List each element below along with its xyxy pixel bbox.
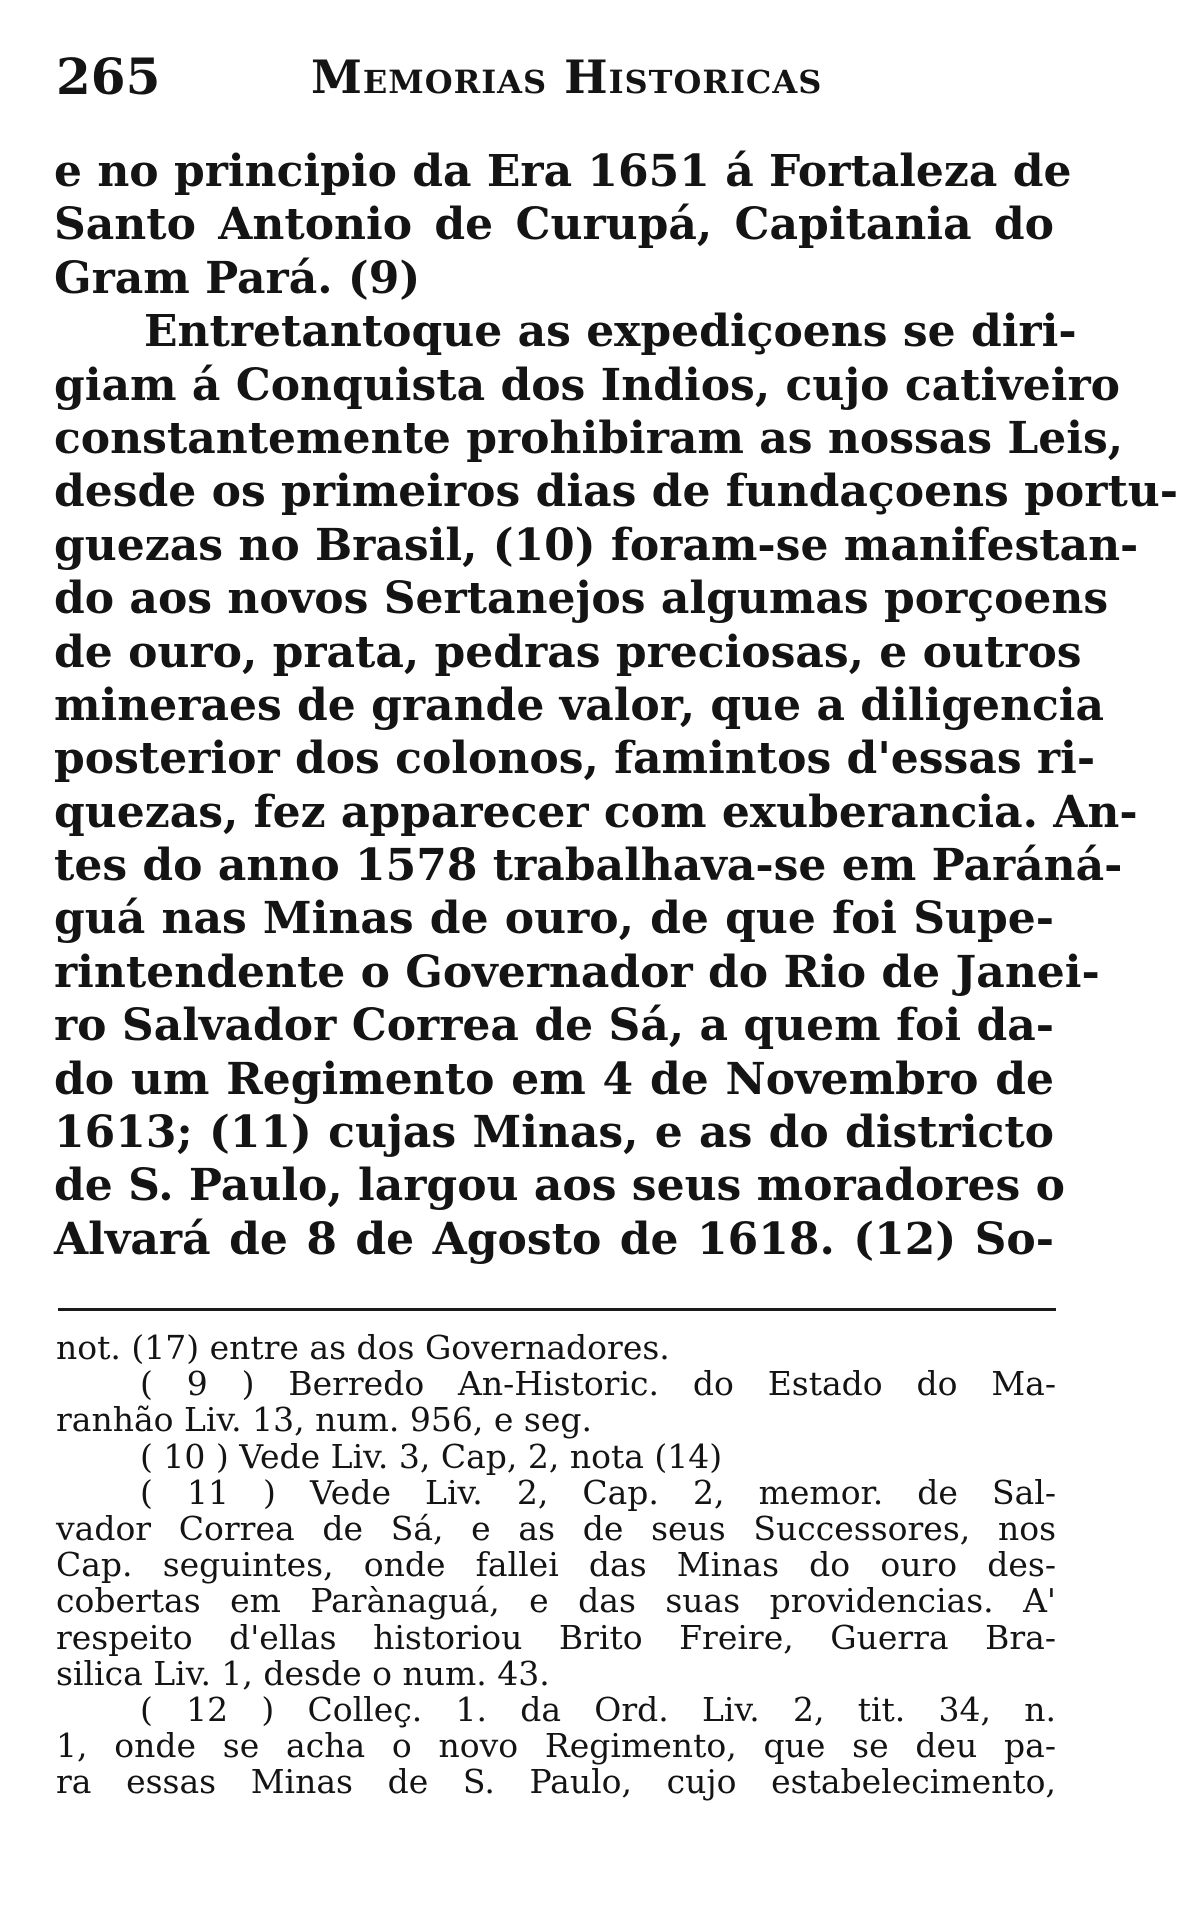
text-line: Entretantoque as expediçoens se diri- — [144, 306, 1077, 358]
text-line: do um Regimento em 4 de Novembro de — [54, 1053, 1054, 1105]
footnote-rule — [58, 1308, 1056, 1311]
running-title: Memorias Historicas — [311, 50, 823, 104]
footnote-line: ra essas Minas de S. Paulo, cujo estabelecimento, — [56, 1762, 1056, 1802]
text-line: de ouro, prata, pedras preciosas, e outros — [54, 626, 1082, 678]
footnote-line: cobertas em Parànaguá, e das suas providencias. A' — [56, 1581, 1056, 1621]
footnote-line: vador Correa de Sá, e as de seus Successores, nos — [56, 1508, 1056, 1548]
footnote-line: silica Liv. 1, desde o num. 43. — [56, 1653, 550, 1693]
footnote-line: respeito d'ellas historiou Brito Freire, Guerra Bra- — [56, 1617, 1056, 1657]
text-line: Alvará de 8 de Agosto de 1618. (12) So- — [54, 1213, 1054, 1265]
footnote-line: ( 12 ) Colleç. 1. da Ord. Liv. 2, tit. 34, n. — [140, 1689, 1056, 1729]
footnote-line: Cap. seguintes, onde fallei das Minas do ouro des- — [56, 1545, 1056, 1585]
text-line: Santo Antonio de Curupá, Capitania do — [54, 199, 1054, 251]
text-line: ro Salvador Correa de Sá, a quem foi da- — [54, 1000, 1054, 1052]
main-text — [54, 145, 1178, 1266]
page-header — [56, 42, 1056, 112]
text-line: giam á Conquista dos Indios, cujo cativeiro — [54, 359, 1120, 411]
text-line: e no principio da Era 1651 á Fortaleza de — [54, 146, 1072, 197]
footnote-line: 1, onde se acha o novo Regimento, que se deu pa- — [56, 1726, 1056, 1766]
text-line: de S. Paulo, largou aos seus moradores o — [54, 1160, 1065, 1212]
footnotes — [56, 1330, 1056, 1800]
text-line: rintendente o Governador do Rio de Janei- — [54, 946, 1100, 998]
text-line: guá nas Minas de ouro, de que foi Supe- — [54, 893, 1054, 945]
footnote-line: ( 11 ) Vede Liv. 2, Cap. 2, memor. de Sal- — [140, 1472, 1056, 1512]
footnote-line: ( 10 ) Vede Liv. 3, Cap, 2, nota (14) — [140, 1436, 723, 1476]
text-line: quezas, fez apparecer com exuberancia. An- — [54, 786, 1138, 838]
footnote-line: ranhão Liv. 13, num. 956, e seg. — [56, 1400, 592, 1440]
text-line: Gram Pará. (9) — [54, 252, 421, 304]
text-line: 1613; (11) cujas Minas, e as do districto — [54, 1107, 1054, 1159]
page-number: 265 — [56, 47, 161, 106]
footnote-line: ( 9 ) Berredo An-Historic. do Estado do Ma- — [140, 1364, 1056, 1404]
text-line: do aos novos Sertanejos algumas porçoens — [54, 573, 1109, 625]
text-line: guezas no Brasil, (10) foram-se manifestan- — [54, 519, 1139, 571]
footnote-line: not. (17) entre as dos Governadores. — [56, 1328, 670, 1367]
text-line: posterior dos colonos, famintos d'essas ri- — [54, 733, 1096, 785]
text-line: tes do anno 1578 trabalhava-se em Paráná- — [54, 840, 1123, 892]
text-line: desde os primeiros dias de fundaçoens portu- — [54, 466, 1178, 518]
text-line: mineraes de grande valor, que a diligencia — [54, 679, 1104, 731]
text-line: constantemente prohibiram as nossas Leis, — [54, 412, 1124, 464]
